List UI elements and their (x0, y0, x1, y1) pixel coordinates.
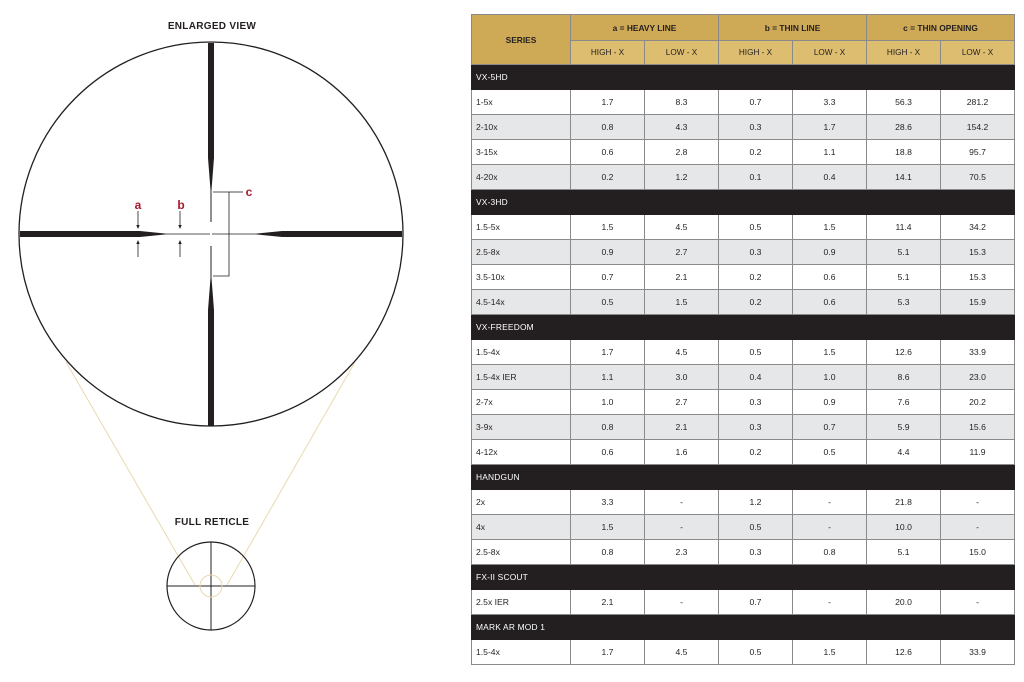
series-header: SERIES (472, 15, 571, 65)
value-cell: 0.7 (719, 90, 793, 115)
value-cell: 0.3 (719, 415, 793, 440)
subheader: LOW - X (793, 41, 867, 65)
reticle-spec-table (471, 14, 1015, 665)
value-cell: - (941, 490, 1015, 515)
value-cell: 33.9 (941, 340, 1015, 365)
value-cell: 1.5 (793, 640, 867, 665)
value-cell: 1.5 (645, 290, 719, 315)
value-cell: 95.7 (941, 140, 1015, 165)
enlarged-view-title: ENLARGED VIEW (167, 21, 257, 32)
value-cell: 1.5 (571, 215, 645, 240)
value-cell: 0.6 (571, 140, 645, 165)
value-cell: - (645, 515, 719, 540)
value-cell: 0.1 (719, 165, 793, 190)
model-cell: 2.5-8x (472, 240, 571, 265)
model-cell: 4.5-14x (472, 290, 571, 315)
model-cell: 1.5-5x (472, 215, 571, 240)
value-cell: 2.1 (571, 590, 645, 615)
table-row (472, 490, 1015, 515)
value-cell: 154.2 (941, 115, 1015, 140)
value-cell: 15.3 (941, 240, 1015, 265)
model-cell: 4-20x (472, 165, 571, 190)
value-cell: 33.9 (941, 640, 1015, 665)
subheader: LOW - X (941, 41, 1015, 65)
value-cell: 56.3 (867, 90, 941, 115)
model-cell: 1-5x (472, 90, 571, 115)
subheader: LOW - X (645, 41, 719, 65)
full-reticle (167, 542, 255, 630)
value-cell: 1.2 (719, 490, 793, 515)
value-cell: 0.4 (793, 165, 867, 190)
value-cell: 14.1 (867, 165, 941, 190)
reticle-diagram (0, 0, 440, 682)
model-cell: 2.5x IER (472, 590, 571, 615)
subheader: HIGH - X (719, 41, 793, 65)
value-cell: 0.7 (571, 265, 645, 290)
value-cell: 2.7 (645, 390, 719, 415)
group-header-thin-line: b = THIN LINE (719, 15, 867, 41)
subheader: HIGH - X (867, 41, 941, 65)
value-cell: 15.9 (941, 290, 1015, 315)
table-row (472, 640, 1015, 665)
value-cell: 0.8 (571, 115, 645, 140)
model-cell: 3-15x (472, 140, 571, 165)
table-row (472, 215, 1015, 240)
value-cell: 1.1 (793, 140, 867, 165)
value-cell: 3.3 (793, 90, 867, 115)
value-cell: 12.6 (867, 640, 941, 665)
table-row (472, 165, 1015, 190)
value-cell: 8.3 (645, 90, 719, 115)
model-cell: 2-10x (472, 115, 571, 140)
value-cell: 28.6 (867, 115, 941, 140)
value-cell: 1.5 (571, 515, 645, 540)
model-cell: 4x (472, 515, 571, 540)
value-cell: 1.2 (645, 165, 719, 190)
value-cell: 23.0 (941, 365, 1015, 390)
value-cell: 1.0 (793, 365, 867, 390)
value-cell: 0.5 (719, 215, 793, 240)
value-cell: 1.6 (645, 440, 719, 465)
table-row (472, 515, 1015, 540)
value-cell: 2.1 (645, 415, 719, 440)
enlarged-crosshair (20, 43, 402, 426)
table-row (472, 90, 1015, 115)
value-cell: 0.5 (793, 440, 867, 465)
value-cell: 0.7 (793, 415, 867, 440)
value-cell: 0.3 (719, 390, 793, 415)
value-cell: 70.5 (941, 165, 1015, 190)
value-cell: 11.9 (941, 440, 1015, 465)
value-cell: 0.8 (571, 540, 645, 565)
value-cell: 281.2 (941, 90, 1015, 115)
value-cell: 2.1 (645, 265, 719, 290)
value-cell: 3.0 (645, 365, 719, 390)
value-cell: 0.8 (571, 415, 645, 440)
value-cell: 0.6 (793, 265, 867, 290)
value-cell: 7.6 (867, 390, 941, 415)
table-row (472, 140, 1015, 165)
section-name: FX-II SCOUT (472, 565, 1015, 590)
model-cell: 3.5-10x (472, 265, 571, 290)
value-cell: 0.8 (793, 540, 867, 565)
value-cell: 0.9 (793, 390, 867, 415)
model-cell: 4-12x (472, 440, 571, 465)
section-name: VX-3HD (472, 190, 1015, 215)
value-cell: 1.7 (571, 90, 645, 115)
model-cell: 1.5-4x IER (472, 365, 571, 390)
section-row (472, 465, 1015, 490)
value-cell: 12.6 (867, 340, 941, 365)
model-cell: 1.5-4x (472, 640, 571, 665)
section-name: VX-FREEDOM (472, 315, 1015, 340)
reticle-svg (0, 0, 440, 682)
section-row (472, 565, 1015, 590)
value-cell: 1.1 (571, 365, 645, 390)
section-name: VX-5HD (472, 65, 1015, 90)
value-cell: 0.6 (571, 440, 645, 465)
value-cell: 11.4 (867, 215, 941, 240)
value-cell: 0.9 (571, 240, 645, 265)
value-cell: 1.5 (793, 215, 867, 240)
value-cell: 0.2 (719, 140, 793, 165)
value-cell: 0.5 (719, 340, 793, 365)
value-cell: 0.6 (793, 290, 867, 315)
value-cell: 0.2 (719, 265, 793, 290)
value-cell: 0.2 (719, 290, 793, 315)
table-row (472, 365, 1015, 390)
value-cell: 1.7 (571, 640, 645, 665)
value-cell: 3.3 (571, 490, 645, 515)
table-row (472, 240, 1015, 265)
value-cell: 0.7 (719, 590, 793, 615)
value-cell: 5.3 (867, 290, 941, 315)
table-row (472, 390, 1015, 415)
value-cell: 34.2 (941, 215, 1015, 240)
value-cell: 0.3 (719, 540, 793, 565)
table-row (472, 590, 1015, 615)
full-reticle-title: FULL RETICLE (174, 517, 250, 528)
value-cell: - (941, 590, 1015, 615)
value-cell: 2.8 (645, 140, 719, 165)
section-row (472, 65, 1015, 90)
value-cell: - (941, 515, 1015, 540)
value-cell: 20.2 (941, 390, 1015, 415)
value-cell: 10.0 (867, 515, 941, 540)
section-name: HANDGUN (472, 465, 1015, 490)
value-cell: 0.3 (719, 240, 793, 265)
model-cell: 2.5-8x (472, 540, 571, 565)
value-cell: 4.4 (867, 440, 941, 465)
label-b: b (177, 198, 185, 212)
value-cell: 2.3 (645, 540, 719, 565)
value-cell: 0.5 (571, 290, 645, 315)
value-cell: 8.6 (867, 365, 941, 390)
group-header-heavy-line: a = HEAVY LINE (571, 15, 719, 41)
value-cell: 4.5 (645, 640, 719, 665)
section-row (472, 190, 1015, 215)
value-cell: 0.2 (571, 165, 645, 190)
value-cell: 5.1 (867, 240, 941, 265)
value-cell: 5.1 (867, 265, 941, 290)
value-cell: 1.7 (571, 340, 645, 365)
value-cell: 4.3 (645, 115, 719, 140)
model-cell: 2x (472, 490, 571, 515)
model-cell: 1.5-4x (472, 340, 571, 365)
value-cell: 1.0 (571, 390, 645, 415)
value-cell: - (645, 490, 719, 515)
table-row (472, 340, 1015, 365)
table-row (472, 265, 1015, 290)
model-cell: 2-7x (472, 390, 571, 415)
value-cell: - (793, 490, 867, 515)
subheader: HIGH - X (571, 41, 645, 65)
value-cell: 0.5 (719, 640, 793, 665)
value-cell: 4.5 (645, 340, 719, 365)
table-row (472, 440, 1015, 465)
value-cell: 2.7 (645, 240, 719, 265)
table-row (472, 540, 1015, 565)
label-c: c (245, 185, 253, 199)
model-cell: 3-9x (472, 415, 571, 440)
value-cell: - (793, 515, 867, 540)
value-cell: 1.5 (793, 340, 867, 365)
value-cell: 5.9 (867, 415, 941, 440)
value-cell: 18.8 (867, 140, 941, 165)
value-cell: 0.5 (719, 515, 793, 540)
section-name: MARK AR MOD 1 (472, 615, 1015, 640)
table-body (472, 65, 1015, 665)
value-cell: 0.9 (793, 240, 867, 265)
value-cell: 0.4 (719, 365, 793, 390)
value-cell: 0.2 (719, 440, 793, 465)
value-cell: 15.3 (941, 265, 1015, 290)
group-header-thin-opening: c = THIN OPENING (867, 15, 1015, 41)
value-cell: 20.0 (867, 590, 941, 615)
value-cell: 15.6 (941, 415, 1015, 440)
value-cell: 5.1 (867, 540, 941, 565)
label-a: a (134, 198, 142, 212)
table-row (472, 290, 1015, 315)
section-row (472, 615, 1015, 640)
table-row (472, 415, 1015, 440)
value-cell: - (645, 590, 719, 615)
value-cell: - (793, 590, 867, 615)
value-cell: 15.0 (941, 540, 1015, 565)
value-cell: 1.7 (793, 115, 867, 140)
section-row (472, 315, 1015, 340)
value-cell: 4.5 (645, 215, 719, 240)
value-cell: 0.3 (719, 115, 793, 140)
value-cell: 21.8 (867, 490, 941, 515)
table-row (472, 115, 1015, 140)
